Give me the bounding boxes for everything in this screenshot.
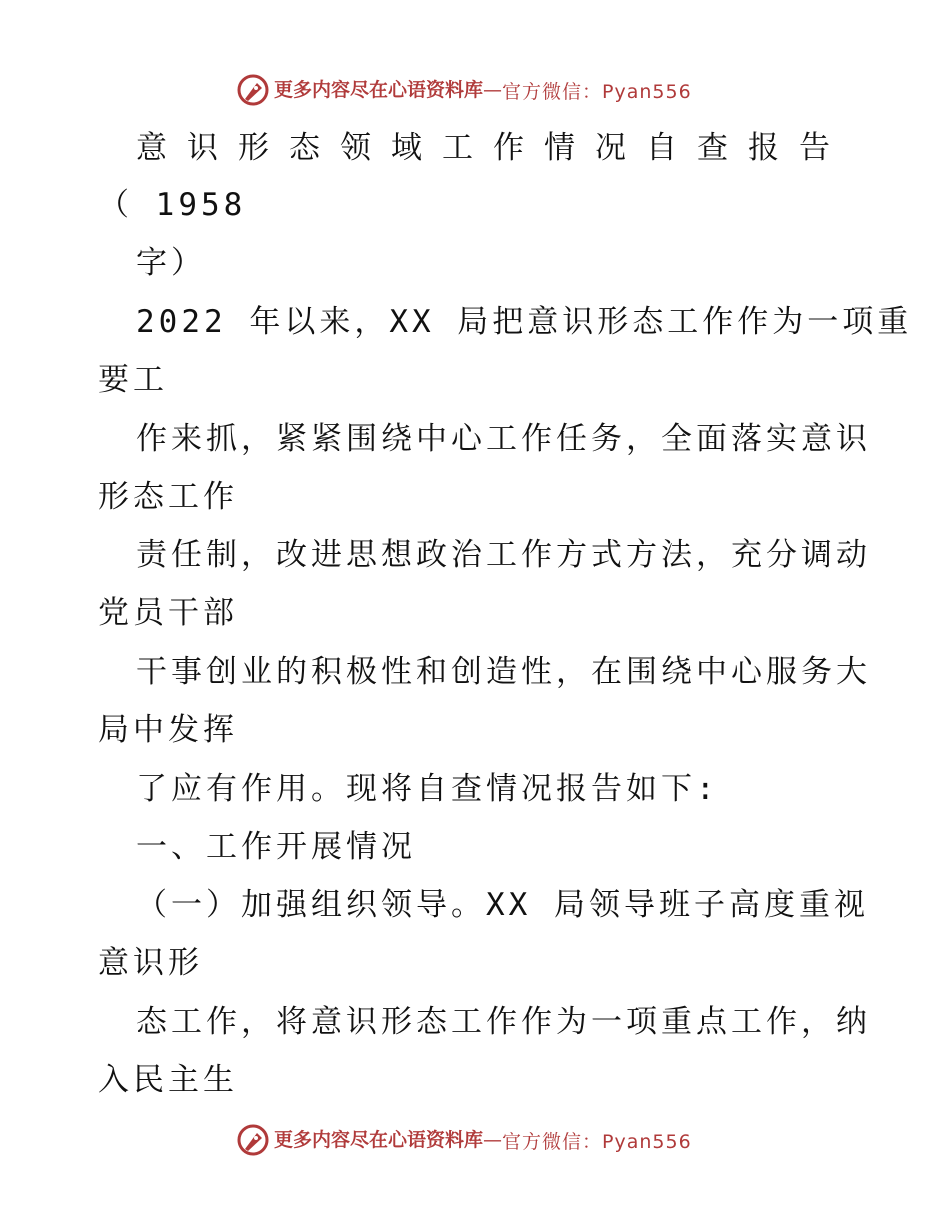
body-line: 了应有作用。现将自查情况报告如下: — [136, 771, 719, 807]
banner-wechat-text: 官方微信：Pyan556 — [502, 80, 692, 103]
body-line: 2022 年以来，XX 局把意识形态工作作为一项重 — [136, 304, 913, 340]
banner-separator: — — [483, 79, 503, 101]
banner-wechat-text: 官方微信：Pyan556 — [502, 1130, 692, 1153]
body-line: 党员干部 — [98, 595, 238, 631]
body-line: 意识形 — [98, 945, 203, 981]
banner-site-text: 更多内容尽在心语资料库 — [274, 79, 484, 101]
subsection-heading-line: （一）加强组织领导。XX 局领导班子高度重视 — [136, 887, 869, 923]
footer-banner — [236, 1122, 692, 1158]
header-banner — [236, 72, 692, 108]
body-line: 作来抓，紧紧围绕中心工作任务，全面落实意识 — [136, 421, 871, 457]
document-title: 意识形态领域工作情况自查报告 — [136, 130, 850, 166]
pen-nib-logo-icon — [236, 1123, 270, 1157]
banner-separator: — — [483, 1129, 503, 1151]
body-line: 形态工作 — [98, 479, 238, 515]
body-line: 态工作，将意识形态工作作为一项重点工作，纳 — [136, 1004, 871, 1040]
title-wordcount-line: （ 1958 — [98, 187, 247, 223]
pen-nib-logo-icon — [236, 73, 270, 107]
title-wordcount-end: 字） — [136, 245, 206, 281]
banner-site-text: 更多内容尽在心语资料库 — [274, 1129, 484, 1151]
body-line: 入民主生 — [98, 1062, 238, 1098]
section-heading: 一、工作开展情况 — [136, 829, 416, 865]
body-line: 责任制，改进思想政治工作方式方法，充分调动 — [136, 537, 871, 573]
body-line: 局中发挥 — [98, 712, 238, 748]
body-line: 干事创业的积极性和创造性，在围绕中心服务大 — [136, 654, 871, 690]
body-line: 要工 — [98, 362, 168, 398]
